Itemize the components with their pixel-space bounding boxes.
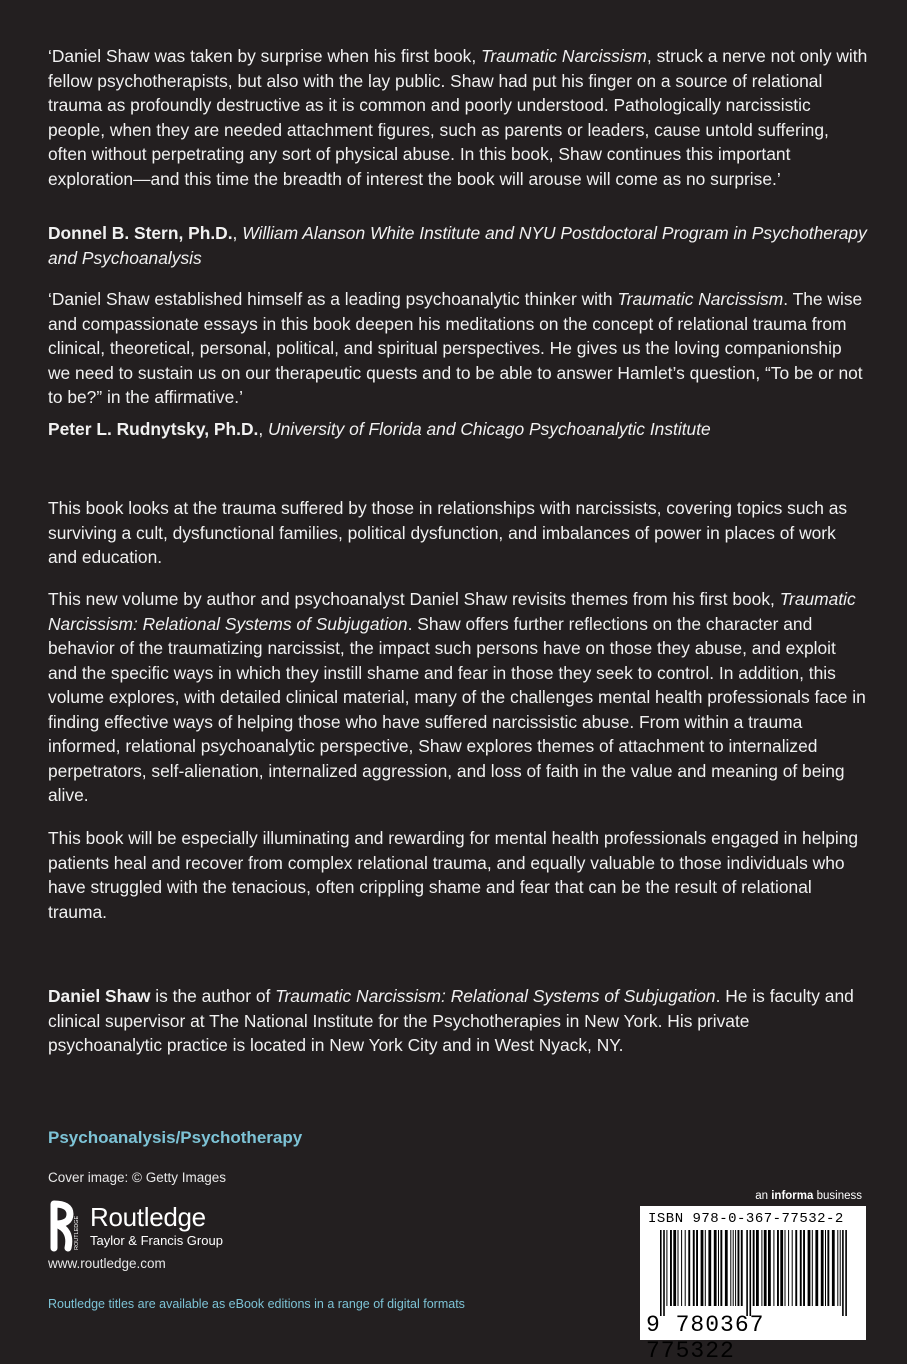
barcode-bar [718, 1230, 719, 1306]
book-title: Traumatic Narcissism [481, 46, 647, 66]
endorser-affiliation: William Alanson White Institute and NYU Postdoctoral Program in Psychotherapy and Psychoanalysis [48, 223, 867, 268]
informa-tagline: an informa business [755, 1190, 862, 1202]
ebook-note: Routledge titles are available as eBook editions in a range of digital formats [48, 1297, 465, 1311]
barcode-bar [761, 1230, 762, 1306]
author-name: Daniel Shaw [48, 986, 151, 1006]
quote-2-attribution: Peter L. Rudnytsky, Ph.D., University of Florida and Chicago Psychoanalytic Institute [48, 419, 711, 439]
barcode-bar [780, 1230, 783, 1306]
endorser-name: Donnel B. Stern, Ph.D. [48, 223, 233, 243]
barcode-bar [666, 1230, 667, 1306]
publisher-name: Routledge [90, 1202, 206, 1232]
barcode-bar [705, 1230, 706, 1306]
barcode-bar [764, 1230, 767, 1306]
barcode-bar [660, 1230, 662, 1316]
routledge-logo [48, 1200, 248, 1252]
barcode-bar [792, 1230, 793, 1306]
barcode-bar [688, 1230, 690, 1306]
barcode-bar [673, 1230, 676, 1306]
endorser-name: Peter L. Rudnytsky, Ph.D. [48, 419, 259, 439]
quote-1-attribution: Donnel B. Stern, Ph.D., William Alanson White Institute and NYU Postdoctoral Program in Psychotherapy and Psychoanalysis [48, 223, 867, 268]
barcode-bar [756, 1230, 759, 1306]
barcode-bar [800, 1230, 802, 1306]
quote-1: ‘Daniel Shaw was taken by surprise when his first book, Traumatic Narcissism, struck a nerve not only with fellow psychotherapists, but also with the lay public. Shaw had put his finger on a source of relational trauma as profoundly destructive as it is common and poorly understood. Pathologically narcissistic people, when they are needed attachment figures, such as parents or leaders, cause untold suffering, often without perpetrating any sort of physical abuse. In this book, Shaw continues this important exploration—and this time the breadth of interest the book will arouse will come as no surprise.’ [48, 46, 868, 189]
isbn-label: ISBN 978-0-367-77532-2 [648, 1211, 844, 1227]
barcode-bar [815, 1230, 818, 1306]
barcode-bar [741, 1230, 743, 1306]
barcode-bar [681, 1230, 682, 1306]
author-bio: Daniel Shaw is the author of Traumatic Narcissism: Relational Systems of Subjugation. He is faculty and clinical supervisor at The National Institute for the Psychotherapies in New York. His private psychoanalytic practice is located in New York City and in West Nyack, NY. [48, 986, 854, 1055]
barcode-bar [773, 1230, 774, 1306]
barcode-bar [750, 1230, 752, 1316]
barcode-bar [733, 1230, 734, 1306]
book-title: Traumatic Narcissism: Relational Systems of Subjugation [275, 986, 716, 1006]
endorser-affiliation: University of Florida and Chicago Psychoanalytic Institute [268, 419, 711, 439]
barcode-bar [696, 1230, 698, 1306]
cover-credit: Cover image: © Getty Images [48, 1170, 227, 1185]
barcode-bar [735, 1230, 736, 1306]
barcode-bar [701, 1230, 704, 1306]
description-paragraph-2: This new volume by author and psychoanalyst Daniel Shaw revisits themes from his first book, Traumatic Narcissism: Relational Systems of Subjugation. Shaw offers further reflections on the character and behavior of the traumatizing narcissist, the impact such persons have on those they abuse, and exploit and the specific ways in which they instill shame and fear in those they seek to control. In addition, this volume explores, with detailed clinical material, many of the challenges mental health professionals face in finding effective ways of helping those who have suffered narcissistic abuse. From within a trauma informed, relational psychoanalytic perspective, Shaw explores themes of attachment to internalized perpetrators, self-alienation, internalized aggression, and loss of faith in the value and meaning of being alive. [48, 589, 866, 805]
barcode-bar [753, 1230, 755, 1306]
barcode-bar [788, 1230, 789, 1306]
isbn-barcode [640, 1206, 866, 1364]
barcode-bar [768, 1230, 771, 1306]
barcode-bar [663, 1230, 665, 1316]
description-paragraph-3: This book will be especially illuminating and rewarding for mental health professionals engaged in helping patients heal and recover from complex relational trauma, and equally valuable to those individuals who have struggled with the tenacious, often crippling shame and fear that can be the result of relational trauma. [48, 828, 859, 922]
barcode-bar [795, 1230, 797, 1306]
description-paragraph-1: This book looks at the trauma suffered by those in relationships with narcissists, covering topics such as surviving a cult, dysfunctional families, political dysfunction, and imbalances of power in places of work and education. [48, 498, 848, 567]
barcode-bar [693, 1230, 695, 1306]
barcode-bar [808, 1230, 811, 1306]
barcode-bar [803, 1230, 805, 1306]
barcode-bar [837, 1230, 838, 1306]
subject-category: Psychoanalysis/Psychotherapy [48, 1128, 303, 1147]
barcode-bar [746, 1230, 748, 1316]
barcode-bar [785, 1230, 786, 1306]
barcode-bar [845, 1230, 847, 1316]
barcode-bar [678, 1230, 679, 1306]
barcode-bar [670, 1230, 672, 1306]
book-title: Traumatic Narcissism [617, 289, 784, 309]
barcode-bar [685, 1230, 686, 1306]
quote-2: ‘Daniel Shaw established himself as a leading psychoanalytic thinker with Traumatic Narcissism. The wise and compassionate essays in this book deepen his meditations on the concept of relational trauma from clinical, theoretical, personal, political, and spiritual perspectives. He gives us the loving companionship we need to sustain us on our therapeutic quests and to be able to answer Hamlet’s question, “To be or not to be?” in the affirmative.’ [48, 289, 863, 407]
publisher-group: Taylor & Francis Group [90, 1233, 223, 1248]
routledge-r-icon [48, 1200, 82, 1252]
barcode-bar [708, 1230, 711, 1306]
book-title: Traumatic Narcissism: Relational Systems of Subjugation [48, 589, 856, 634]
barcode-bar [730, 1230, 731, 1306]
barcode-bar [812, 1230, 813, 1306]
barcode-bar [840, 1230, 841, 1306]
barcode-bar [842, 1230, 844, 1316]
barcode-bar [827, 1230, 829, 1306]
barcode-bar [832, 1230, 835, 1306]
barcode-bar [777, 1230, 779, 1306]
barcode-bars [646, 1230, 860, 1316]
isbn-digits: 9 780367 775322 [646, 1312, 765, 1364]
barcode-bar [720, 1230, 722, 1306]
barcode-bar [714, 1230, 717, 1306]
publisher-website: www.routledge.com [48, 1256, 166, 1271]
barcode-bar [825, 1230, 826, 1306]
barcode-bar [738, 1230, 740, 1306]
barcode-bar [725, 1230, 728, 1306]
barcode-bar [821, 1230, 824, 1306]
svg-text:ROUTLEDGE: ROUTLEDGE [74, 1215, 80, 1250]
